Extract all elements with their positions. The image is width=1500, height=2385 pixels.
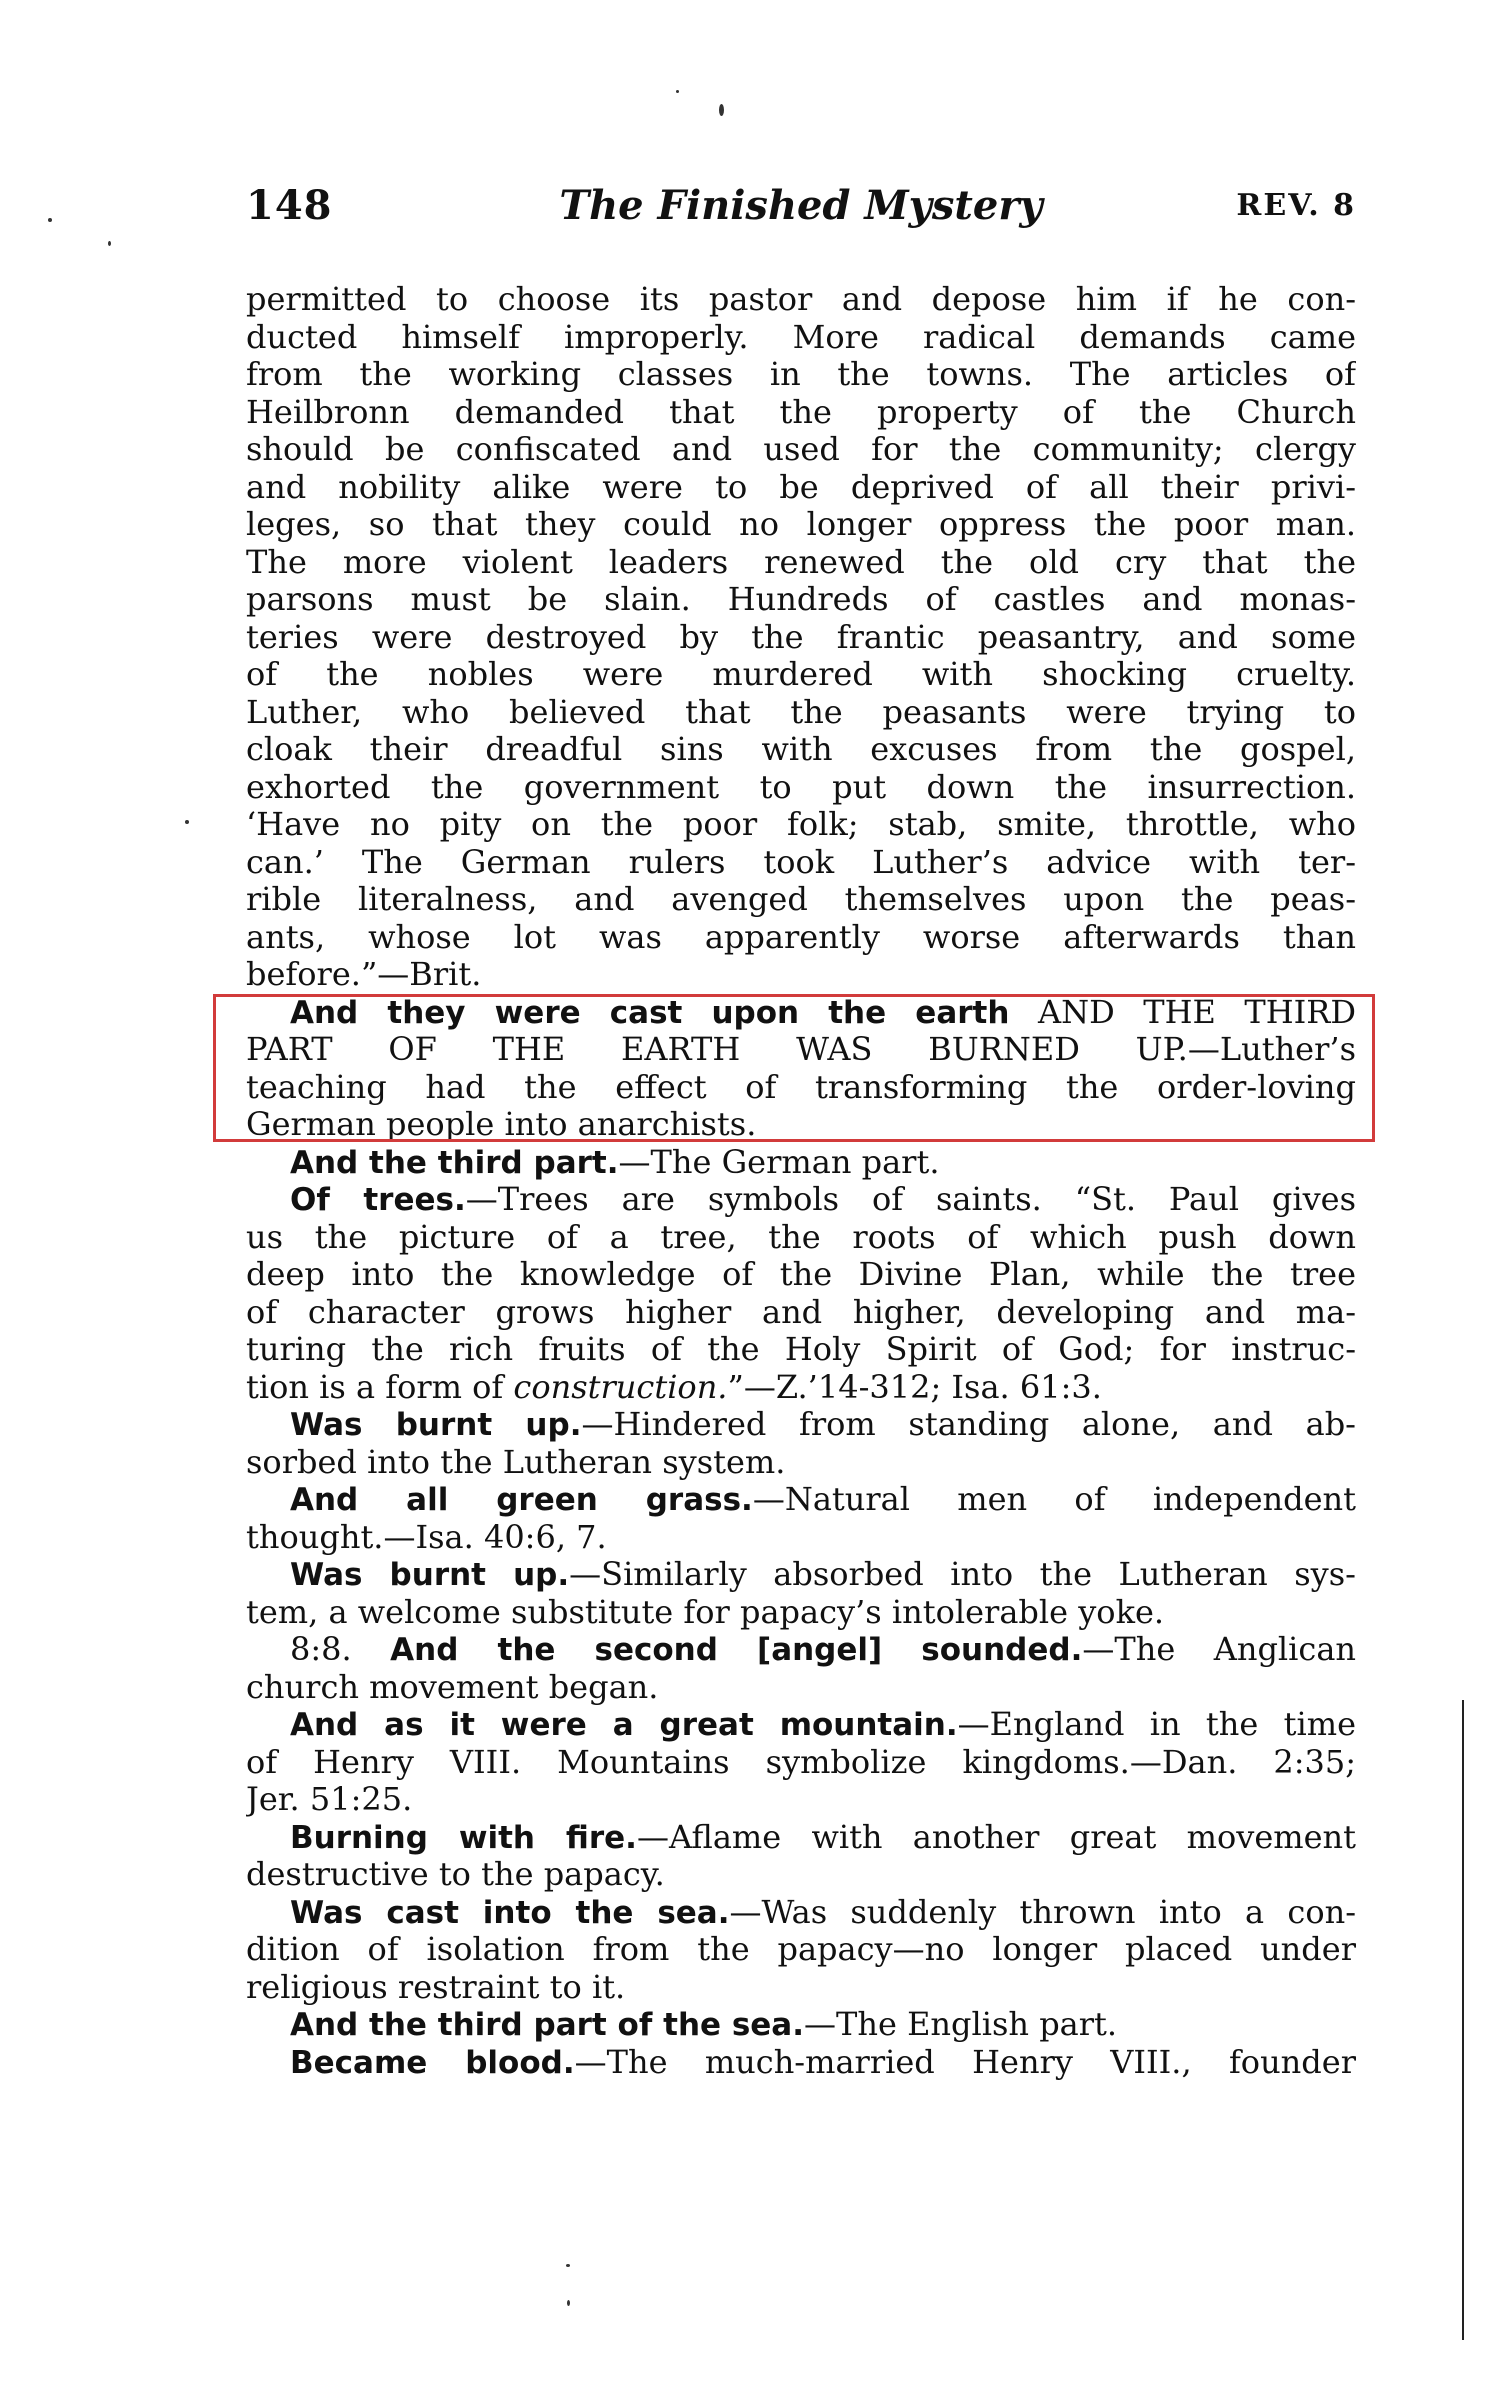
- section-reference: REV. 8: [1236, 188, 1356, 223]
- scan-speck: [48, 218, 52, 222]
- text-line: ducted himself improperly. More radical demands came: [246, 318, 1356, 356]
- entry-text: —England in the time: [957, 1706, 1356, 1743]
- text-line: exhorted the government to put down the insurrection.: [246, 768, 1356, 806]
- text-line: cloak their dreadful sins with excuses from the gospel,: [246, 731, 1356, 768]
- entry-heading: Was burnt up.: [290, 1407, 582, 1443]
- highlight-box: [213, 994, 1375, 1142]
- entry-text: —Natural men of independent: [752, 1481, 1356, 1518]
- highlighted-line: German people into anarchists.: [246, 1106, 757, 1143]
- text-line: church movement began.: [246, 1668, 659, 1706]
- text-line: and nobility alike were to be deprived of all their privi-: [246, 468, 1356, 506]
- entry-text: —Similarly absorbed into the Lutheran sys-: [569, 1556, 1356, 1593]
- text-line: ‘Have no pity on the poor folk; stab, smite, throttle, who: [246, 806, 1356, 843]
- entry-text: —Was suddenly thrown into a con-: [729, 1893, 1356, 1931]
- text-line: The more violent leaders renewed the old cry that the: [246, 543, 1356, 581]
- entry-heading: And they were cast upon the earth: [290, 994, 1010, 1031]
- scan-speck: [567, 2300, 570, 2306]
- entry-text: —Hindered from standing alone, and ab-: [581, 1406, 1356, 1443]
- text-line: should be confiscated and used for the community; clergy: [246, 431, 1356, 468]
- scan-speck: [566, 2264, 570, 2267]
- text-line: Heilbronn demanded that the property of the Church: [246, 393, 1356, 431]
- page-edge: [1462, 1700, 1464, 2340]
- scan-speck: [185, 820, 189, 824]
- entry-line: [246, 1706, 1356, 1744]
- entry-line: [246, 2044, 1356, 2082]
- entry-line: [246, 1144, 1356, 1182]
- entry-line: [246, 1556, 1356, 1594]
- text-line: Jer. 51:25.: [246, 1781, 413, 1818]
- highlighted-line: PART OF THE EARTH WAS BURNED UP.—Luther’s: [246, 1031, 1356, 1068]
- text-line: thought.—Isa. 40:6, 7.: [246, 1518, 607, 1556]
- text-line: us the picture of a tree, the roots of which push down: [246, 1218, 1356, 1256]
- entry-heading: And the second [angel] sounded.: [390, 1632, 1083, 1668]
- entry-text: —The English part.: [804, 2006, 1118, 2043]
- text-line: from the working classes in the towns. The articles of: [246, 356, 1356, 393]
- text-line: deep into the knowledge of the Divine Plan, while the tree: [246, 1256, 1356, 1293]
- entry-text: ”—Z.’14-312; Isa. 61:3.: [727, 1368, 1102, 1406]
- entry-text: —Aflame with another great movement: [636, 1818, 1356, 1856]
- text-line: [246, 1369, 1356, 1407]
- text-line: leges, so that they could no longer oppress the poor man.: [246, 506, 1356, 543]
- text-line: permitted to choose its pastor and depose him if he con-: [246, 281, 1356, 318]
- entry-line: [246, 1894, 1356, 1932]
- entry-heading: Of trees.: [290, 1182, 466, 1218]
- scan-speck: [108, 241, 111, 246]
- entry-heading: Burning with fire.: [290, 1819, 637, 1856]
- entry-line: [246, 1631, 1356, 1669]
- highlighted-line: teaching had the effect of transforming the order-loving: [246, 1068, 1356, 1106]
- text-line: rible literalness, and avenged themselves upon the peas-: [246, 881, 1356, 918]
- entry-text: —The much-married Henry VIII., founder: [574, 2043, 1356, 2081]
- entry-line: [246, 2006, 1356, 2044]
- text-line: of character grows higher and higher, developing and ma-: [246, 1293, 1356, 1331]
- text-line: ants, whose lot was apparently worse afterwards than: [246, 918, 1356, 956]
- entry-heading: Became blood.: [290, 2044, 575, 2081]
- entry-heading: And as it were a great mountain.: [290, 1707, 958, 1743]
- text-line: of the nobles were murdered with shocking cruelty.: [246, 656, 1356, 693]
- text-line: destructive to the papacy.: [246, 1856, 665, 1893]
- entry-text: —The Anglican: [1082, 1631, 1356, 1668]
- text-line: dition of isolation from the papacy—no longer placed under: [246, 1931, 1356, 1968]
- entry-heading: And the third part of the sea.: [290, 2007, 804, 2043]
- text-line: of Henry VIII. Mountains symbolize kingdoms.—Dan. 2:35;: [246, 1743, 1356, 1781]
- entry-heading: Was cast into the sea.: [290, 1894, 730, 1931]
- text-line: Luther, who believed that the peasants were trying to: [246, 693, 1356, 731]
- entry-text: —The German part.: [618, 1143, 940, 1181]
- text-line: parsons must be slain. Hundreds of castles and monas-: [246, 581, 1356, 618]
- page-number: 148: [246, 182, 333, 229]
- page-header: [246, 182, 1356, 242]
- text-line: tem, a welcome substitute for papacy’s intolerable yoke.: [246, 1593, 1165, 1631]
- entry-heading: Was burnt up.: [290, 1557, 570, 1593]
- entry-line: [246, 1406, 1356, 1444]
- entry-line: [246, 1819, 1356, 1857]
- text-line: before.”—Brit.: [246, 956, 482, 993]
- running-title: The Finished Mystery: [559, 182, 1043, 229]
- emphasis-text: construction.: [513, 1368, 728, 1406]
- entry-line: [246, 1181, 1356, 1219]
- entry-heading: And the third part.: [290, 1144, 619, 1181]
- scan-speck: [719, 104, 724, 116]
- entry-text: tion is a form of: [246, 1368, 514, 1406]
- text-line: sorbed into the Lutheran system.: [246, 1443, 786, 1481]
- entry-text: AND THE THIRD: [1037, 993, 1356, 1031]
- page-body: [246, 281, 1356, 2081]
- text-line: turing the rich fruits of the Holy Spirit of God; for instruc-: [246, 1331, 1356, 1368]
- text-line: religious restraint to it.: [246, 1968, 626, 2006]
- entry-text: —Trees are symbols of saints. “St. Paul gives: [465, 1181, 1356, 1218]
- text-line: teries were destroyed by the frantic peasantry, and some: [246, 618, 1356, 656]
- text-line: can.’ The German rulers took Luther’s advice with ter-: [246, 843, 1356, 881]
- entry-heading: And all green grass.: [290, 1482, 753, 1518]
- scan-speck: [676, 90, 679, 93]
- entry-line: [246, 1481, 1356, 1519]
- verse-number: 8:8.: [290, 1631, 391, 1668]
